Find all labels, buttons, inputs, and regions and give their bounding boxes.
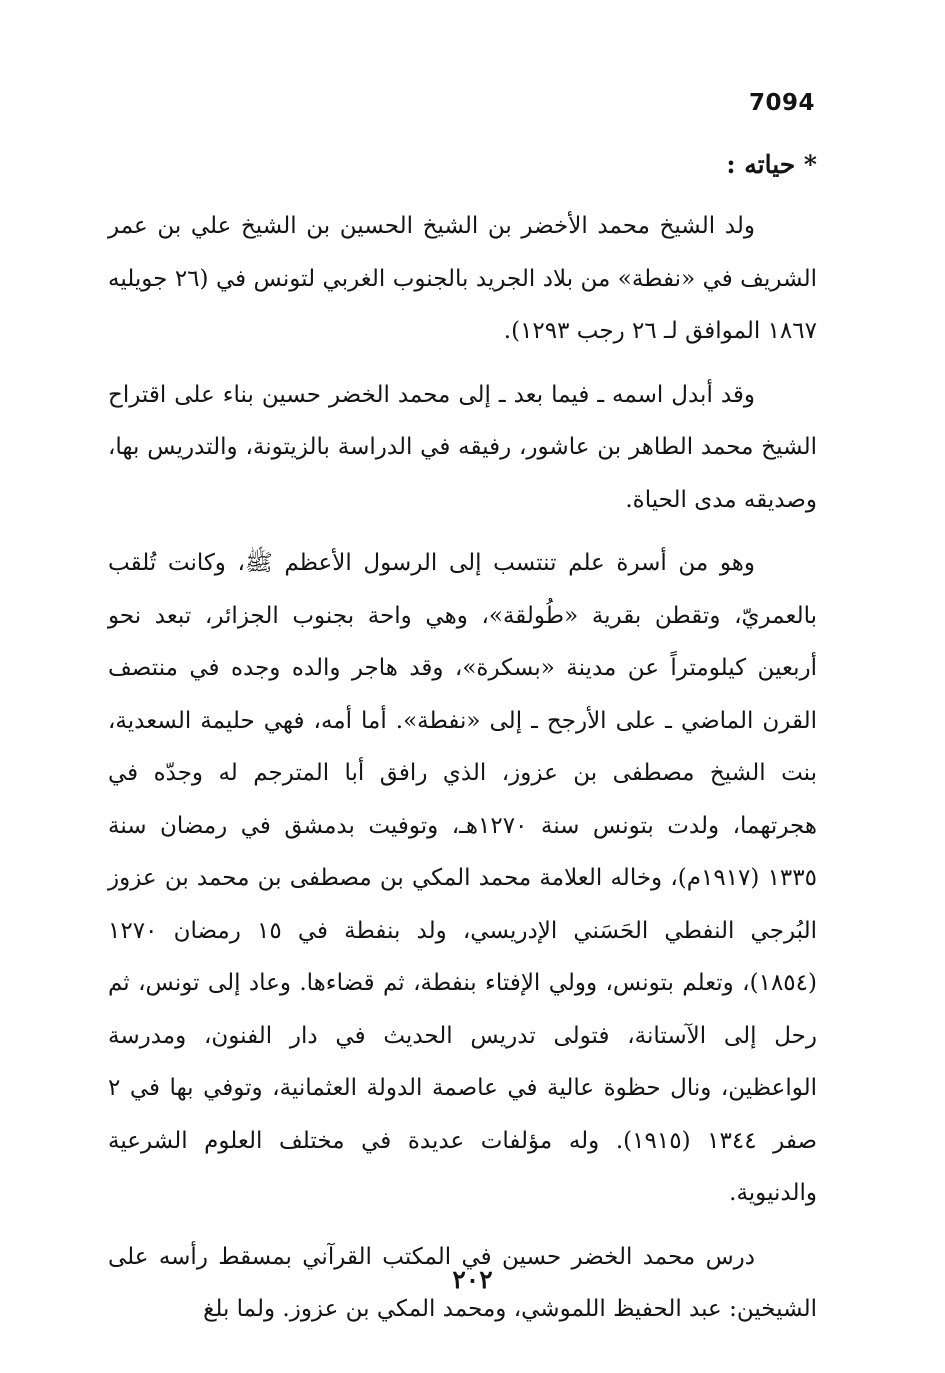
paragraph-birth: ولد الشيخ محمد الأخضر بن الشيخ الحسين بن الشيخ علي بن عمر الشريف في «نفطة» من بلاد الجريد بالجنوب الغربي لتونس في (٢٦ جويليه ١٨٦٧ الموافق لـ ٢٦ رجب ١٢٩٣).: [108, 213, 818, 344]
document-id: 7094: [748, 90, 815, 116]
body-text: [108, 200, 817, 1336]
section-heading: * حياته :: [726, 150, 817, 179]
paragraph-family: وهو من أسرة علم تنتسب إلى الرسول الأعظم ﷺ، وكانت تُلقب بالعمريّ، وتقطن بقرية «طُولقة»، وهي واحة بجنوب الجزائر، تبعد نحو أربعين كيلومتراً عن مدينة «بسكرة»، وقد هاجر والده وجده في منتصف القرن الماضي ـ على الأرجح ـ إلى «نفطة». أما أمه، فهي حليمة السعدية، بنت الشيخ مصطفى بن عزوز، الذي رافق أبا المترجم له وجدّه في هجرتهما، ولدت بتونس سنة ١٢٧٠هـ، وتوفيت بدمشق في رمضان سنة ١٣٣٥ (١٩١٧م)، وخاله العلامة محمد المكي بن مصطفى بن محمد بن عزوز البُرجي النفطي الحَسَني الإدريسي، ولد بنفطة في ١٥ رمضان ١٢٧٠ (١٨٥٤)، وتعلم بتونس، وولي الإفتاء بنفطة، ثم قضاءها. وعاد إلى تونس، ثم رحل إلى الآستانة، فتولى تدريس الحديث في دار الفنون، ومدرسة الواعظين، ونال حظوة عالية في عاصمة الدولة العثمانية، وتوفي بها في ٢ صفر ١٣٤٤ (١٩١٥). وله مؤلفات عديدة في مختلف العلوم الشرعية والدنيوية.: [108, 550, 817, 1206]
paragraph-name-change: وقد أبدل اسمه ـ فيما بعد ـ إلى محمد الخضر حسين بناء على اقتراح الشيخ محمد الطاهر بن عاشور، رفيقه في الدراسة بالزيتونة، والتدريس بها، وصديقه مدى الحياة.: [108, 381, 817, 513]
page-number: ٢٠٢: [452, 1265, 493, 1294]
paragraph-education: درس محمد الخضر حسين في المكتب القرآني بمسقط رأسه على الشيخين: عبد الحفيظ اللموشي، ومحمد المكي بن عزوز. ولما بلغ: [108, 1243, 817, 1322]
